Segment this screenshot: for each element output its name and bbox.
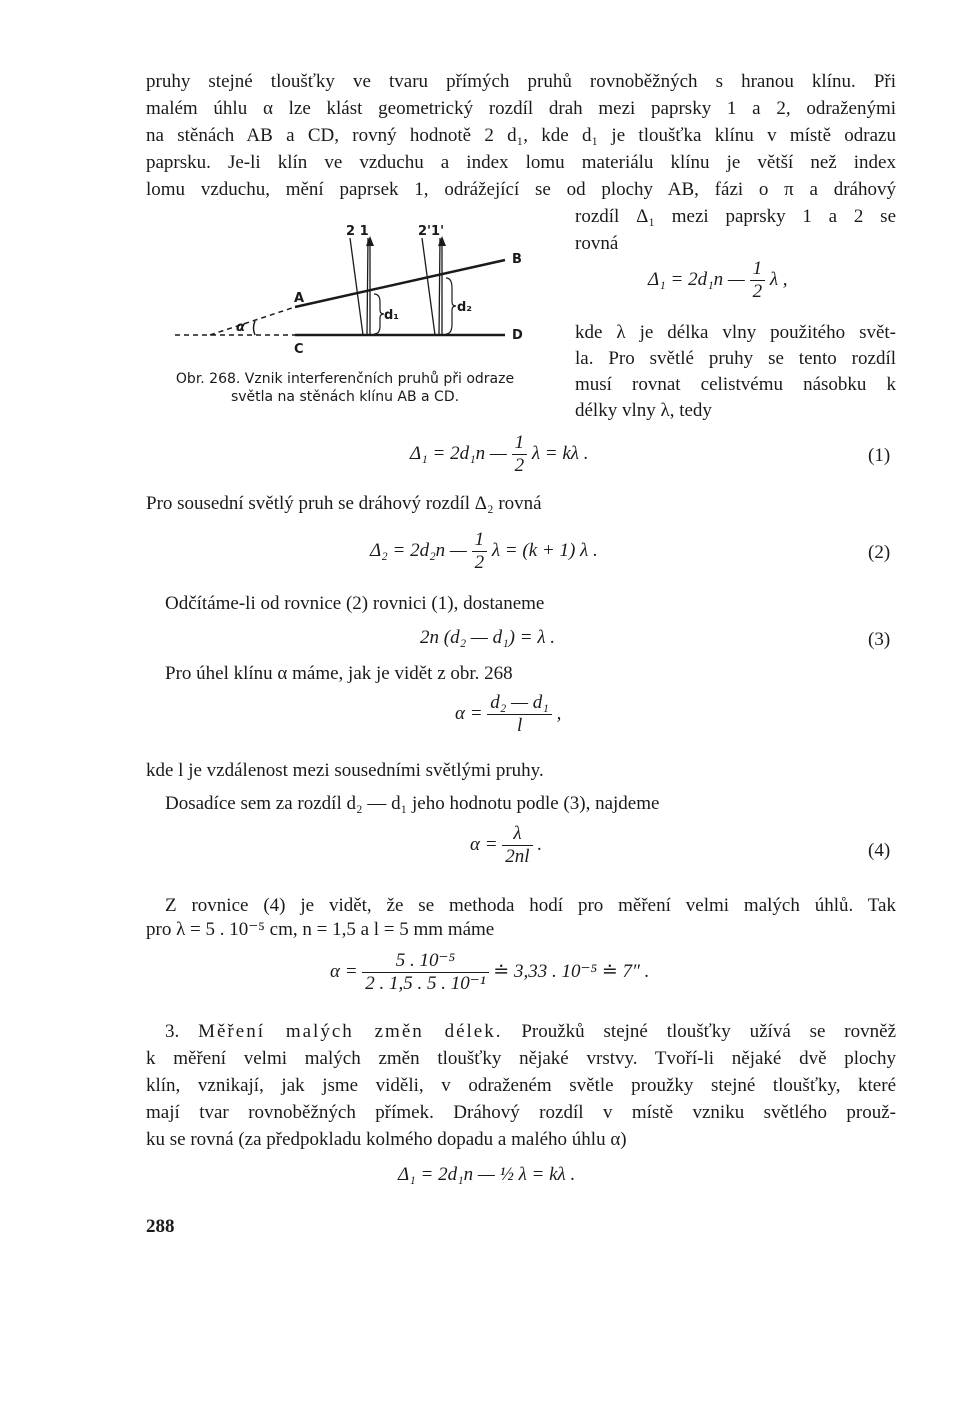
text-line: k měření velmi malých změn tloušťky nějaké vrstvy. Tvoří-li nějaké dvě plochy (146, 1048, 896, 1069)
equation-3: 2n (d₂ — d₁) = λ . (420, 627, 556, 648)
text-line: kde λ je délka vlny použitého svět- (575, 322, 896, 343)
label-alpha: α (236, 320, 245, 335)
label-point-b: B (512, 252, 522, 267)
equation-2: Δ₂ = 2d₂n — $\frac{1}{2}$ λ = (k + 1) λ . (370, 529, 598, 573)
text-line: Z rovnice (4) je vidět, že se methoda hodí pro měření velmi malých úhlů. Tak (165, 895, 896, 916)
text-line: Pro sousední světlý pruh se dráhový rozdíl Δ₂ rovná (146, 493, 542, 514)
text-line: pruhy stejné tloušťky ve tvaru přímých pruhů rovnoběžných s hranou klínu. Při (146, 71, 896, 92)
section-number: 3. (165, 1021, 180, 1042)
equation-number: (1) (868, 445, 891, 466)
text-line: na stěnách AB a CD, rovný hodnotě 2 d₁, kde d₁ je tloušťka klínu v místě odrazu (146, 125, 896, 146)
text-line: Odčítáme-li od rovnice (2) rovnici (1), dostaneme (165, 593, 545, 614)
equation-number: (3) (868, 629, 891, 650)
equation-delta1-definition: Δ₁ = 2d₁n — $\frac{1}{2}$ λ , (648, 258, 788, 302)
section-3-first-line: 3. Měření malých změn délek. Proužků stejné tloušťky užívá se rovněž (165, 1021, 896, 1042)
text-line: paprsku. Je-li klín ve vzduchu a index lomu materiálu klínu je větší než index (146, 152, 896, 173)
text-line: rozdíl Δ₁ mezi paprsky 1 a 2 se (575, 206, 896, 227)
text-line: musí rovnat celistvému násobku k (575, 374, 896, 395)
equation-alpha: α = $\frac{\text{d₂ — d₁}}{l}$ , (455, 692, 562, 736)
text-line: la. Pro světlé pruhy se tento rozdíl (575, 348, 896, 369)
text-line: mají tvar rovnoběžných přímek. Dráhový rozdíl v místě vzniku světlého prouž- (146, 1102, 896, 1123)
text-line: Dosadíce sem za rozdíl d₂ — d₁ jeho hodnotu podle (3), najdeme (165, 793, 660, 814)
text-line: pro λ = 5 . 10⁻⁵ cm, n = 1,5 a l = 5 mm máme (146, 919, 495, 940)
text-line: ku se rovná (za předpokladu kolmého dopadu a malého úhlu α) (146, 1129, 627, 1150)
label-rays-2: 2'1' (418, 224, 445, 239)
label-rays-1: 2 1 (346, 224, 369, 239)
equation-numeric-example: α = $\frac{\text{5 . 10⁻⁵}}{\text{2 . 1,5 . 5 . 10⁻¹}}$ ≐ 3,33 . 10⁻⁵ ≐ 7″ . (330, 950, 650, 994)
text-line: kde l je vzdálenost mezi sousedními světlými pruhy. (146, 760, 544, 781)
text-line: lomu vzduchu, mění paprsek 1, odrážející se od plochy AB, fázi o π a dráhový (146, 179, 896, 200)
label-d2: d₂ (457, 300, 472, 315)
equation-6: Δ₁ = 2d₁n — ½ λ = kλ . (398, 1164, 576, 1185)
wedge-interference-figure (170, 218, 540, 358)
equation-4: α = $\frac{\lambda}{2nl}$ . (470, 823, 543, 867)
text-line: rovná (575, 233, 619, 254)
label-point-c: C (294, 342, 304, 357)
equation-number: (2) (868, 542, 891, 563)
equation-1: Δ₁ = 2d₁n — $\frac{1}{2}$ λ = kλ . (410, 432, 589, 476)
equation-number: (4) (868, 840, 891, 861)
figure-caption: Obr. 268. Vznik interferenčních pruhů při odraze světla na stěnách klínu AB a CD. (175, 371, 515, 405)
text-line: malém úhlu α lze klást geometrický rozdíl drah mezi paprsky 1 a 2, odraženými (146, 98, 896, 119)
text-line: klín, vznikají, jak jsme viděli, v odraženém světle proužky stejné tloušťky, které (146, 1075, 896, 1096)
label-d1: d₁ (384, 308, 399, 323)
section-heading: Měření malých změn délek. (198, 1021, 503, 1042)
label-point-d: D (512, 328, 523, 343)
label-point-a: A (294, 291, 305, 306)
text-line: Pro úhel klínu α máme, jak je vidět z obr. 268 (165, 663, 513, 684)
page-number: 288 (146, 1216, 175, 1237)
text-line: délky vlny λ, tedy (575, 400, 712, 421)
